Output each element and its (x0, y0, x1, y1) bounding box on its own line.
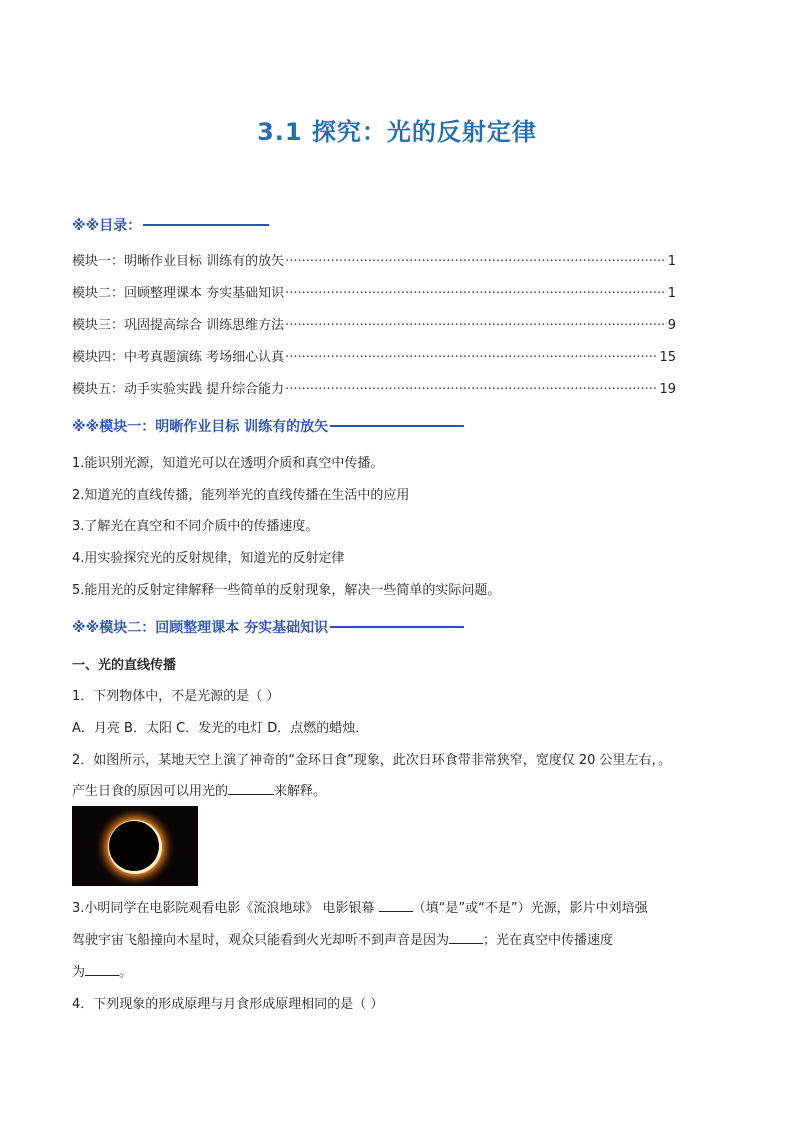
question-2-line2-post: 来解释。 (274, 784, 327, 799)
goal-4: 4.用实验探究光的反射规律，知道光的反射定律 (72, 551, 345, 566)
toc-item-page: 9 (667, 318, 676, 333)
toc-item-page: 1 (667, 254, 676, 269)
toc-heading (72, 215, 269, 235)
toc-item-label: 模块二：回顾整理课本 夯实基础知识 (72, 286, 285, 301)
question-1-options: A．月亮 B．太阳 C．发光的电灯 D．点燃的蜡烛． (72, 721, 369, 736)
toc-item-3[interactable] (72, 314, 676, 333)
question-2-line2 (72, 780, 326, 799)
toc-item-page: 15 (659, 350, 676, 365)
goal-1: 1.能识别光源，知道光可以在透明介质和真空中传播。 (72, 456, 384, 471)
question-3-line2 (72, 929, 613, 948)
question-3-line2-post: ；光在真空中传播速度 (483, 933, 614, 948)
question-3-line3-pre: 为 (72, 965, 86, 980)
module1-heading-text: ※※模块一：明晰作业目标 训练有的放矢 (72, 419, 329, 435)
toc-item-5[interactable] (72, 378, 676, 397)
toc-leader (285, 382, 658, 397)
solar-eclipse-image (72, 806, 198, 886)
question-3-line3-post: 。 (119, 965, 133, 980)
question-3-line1-pre: 3.小明同学在电影院观看电影《流浪地球》 电影银幕 (72, 901, 379, 916)
module1-heading-rule (330, 425, 464, 427)
toc-item-page: 19 (659, 382, 676, 397)
toc-item-label: 模块三：巩固提高综合 训练思维方法 (72, 318, 285, 333)
toc-leader (285, 350, 658, 365)
module2-heading-rule (330, 626, 464, 628)
question-1-stem: 1．下列物体中，不是光源的是（ ） (72, 689, 280, 704)
question-4-stem: 4．下列现象的形成原理与月食形成原理相同的是（ ） (72, 997, 384, 1012)
question-2-line1: 2．如图所示，某地天空上演了神奇的“金环日食”现象，此次日环食带非常狭窄，宽度仅 20 公里左右，。 (72, 753, 672, 768)
module1-heading (72, 416, 464, 436)
toc-item-label: 模块一：明晰作业目标 训练有的放矢 (72, 254, 285, 269)
answer-blank[interactable] (449, 931, 483, 944)
toc-item-4[interactable] (72, 346, 676, 365)
toc-leader (285, 254, 667, 269)
toc-item-2[interactable] (72, 282, 676, 301)
toc-heading-rule (143, 224, 269, 226)
module2-heading-text: ※※模块二：回顾整理课本 夯实基础知识 (72, 620, 329, 636)
toc-item-label: 模块四：中考真题演练 考场细心认真 (72, 350, 285, 365)
toc-item-page: 1 (667, 286, 676, 301)
toc-heading-text: ※※目录： (72, 218, 142, 234)
subheading-light-propagation: 一、光的直线传播 (72, 658, 177, 673)
goal-5: 5.能用光的反射定律解释一些简单的反射现象，解决一些简单的实际问题。 (72, 583, 501, 598)
question-3-line2-pre: 驾驶宇宙飞船撞向木星时，观众只能看到火光却听不到声音是因为 (72, 933, 450, 948)
toc-leader (285, 286, 667, 301)
solar-eclipse-icon (72, 806, 198, 886)
module2-heading (72, 617, 464, 637)
toc-leader (285, 318, 667, 333)
toc-item-1[interactable] (72, 250, 676, 269)
answer-blank[interactable] (379, 899, 413, 912)
goal-3: 3.了解光在真空和不同介质中的传播速度。 (72, 519, 319, 534)
toc-item-label: 模块五：动手实验实践 提升综合能力 (72, 382, 285, 397)
goal-2: 2.知道光的直线传播，能列举光的直线传播在生活中的应用 (72, 488, 410, 503)
answer-blank[interactable] (85, 963, 119, 976)
page-title: 3.1 探究：光的反射定律 (257, 118, 537, 146)
question-2-line2-pre: 产生日食的原因可以用光的 (72, 784, 229, 799)
answer-blank[interactable] (228, 782, 274, 795)
question-3-line1-post: （填“是”或“不是”）光源，影片中刘培强 (412, 901, 648, 916)
question-3-line3 (72, 961, 132, 980)
question-3-line1 (72, 897, 648, 916)
